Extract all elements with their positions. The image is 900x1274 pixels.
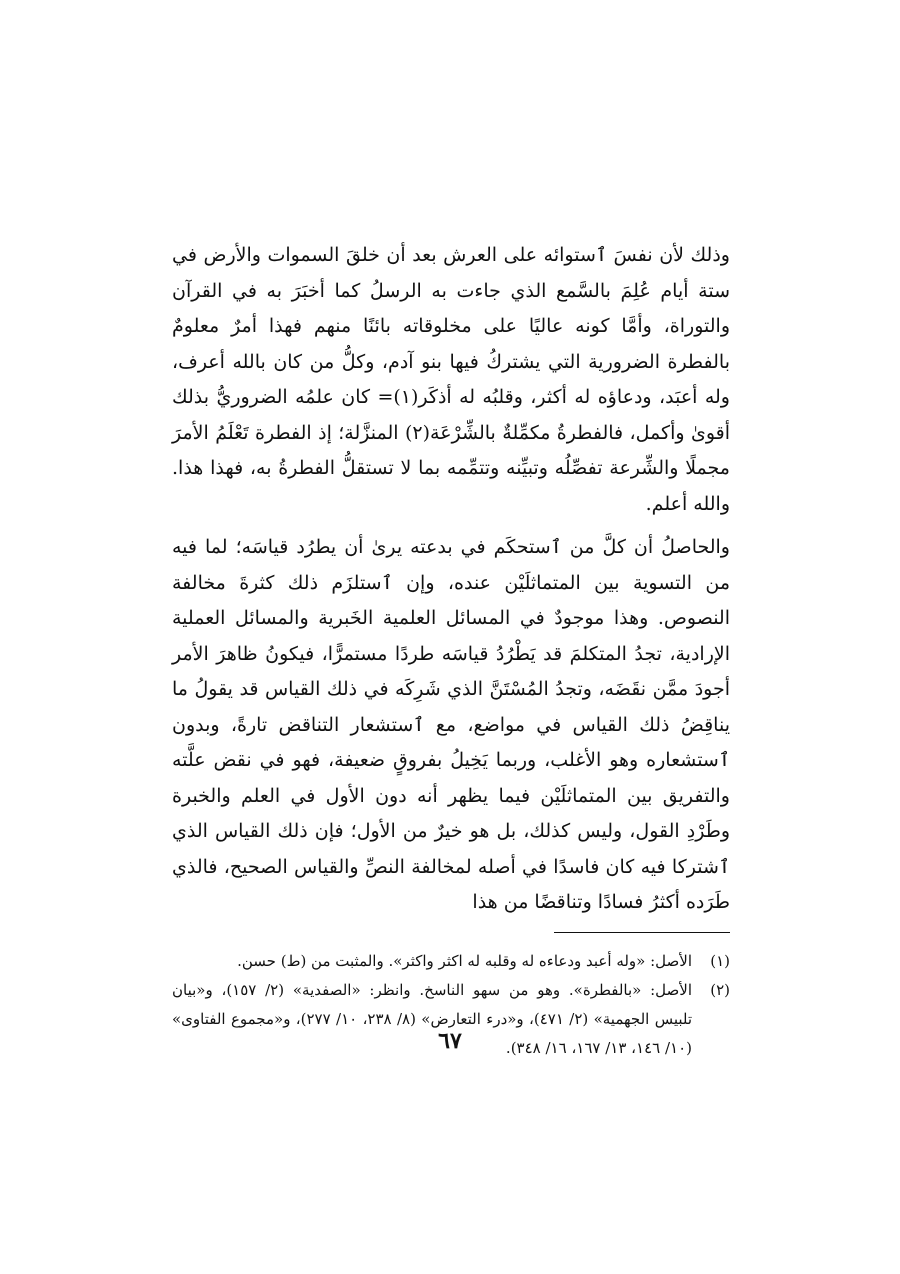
main-text [172, 238, 730, 921]
footnote-2-number: (٢) [710, 980, 730, 999]
footnote-separator [554, 932, 730, 933]
footnote-1-text: الأصل: «وله أعبد ودعاءه له وقلبه له اكثر واكثر». والمثبت من (ط) حسن. [237, 951, 692, 970]
paragraph-1: وذلك لأن نفسَ ٱستوائه على العرش بعد أن خلقَ السموات والأرض في ستة أيام عُلِمَ بالسَّمع الذي جاءت به الرسلُ كما أخبَرَ به في القرآن والتوراة، وأمَّا كونه عاليًا على مخلوقاته بائنًا منهم فهذا أمرٌ معلومٌ بالفطرة الضرورية التي يشتركُ فيها بنو آدم، وكلُّ من كان بالله أعرف، وله أعبَد، ودعاؤه له أكثر، وقلبُه له أذكَر(١)= كان علمُه الضروريُّ بذلك أقوىٰ وأكمل، فالفطرةُ مكمِّلةٌ بالشِّرْعَة(٢) المنزَّلة؛ إذ الفطرة تَعْلَمُ الأمرَ مجملًا والشِّرعة تفصِّلُه وتبيِّنه وتتمِّمه بما لا تستقلُّ الفطرةُ به، فهذا هذا. والله أعلم. [172, 244, 730, 515]
footnote-1-number: (١) [710, 951, 730, 970]
footnote-1 [172, 947, 730, 976]
paragraph-2: والحاصلُ أن كلَّ من ٱستحكَم في بدعته يرىٰ أن يطرُد قياسَه؛ لما فيه من التسوية بين المتماثلَيْن عنده، وإن ٱستلزَم ذلك كثرةَ مخالفة النصوص. وهذا موجودٌ في المسائل العلمية الخَبرية والمسائل العملية الإرادية، تجدُ المتكلمَ قد يَطْرُدُ قياسَه طردًا مستمرًّا، فيكونُ ظاهرَ الأمر أجودَ ممَّن نقَضَه، وتجدُ المُسْتَنَّ الذي شَرِكَه في ذلك القياس قد يقولُ ما يناقِضُ ذلك القياس في مواضع، مع ٱستشعار التناقض تارةً، وبدون ٱستشعاره وهو الأغلب، وربما يَخِيلُ بفروقٍ ضعيفة، فهو في نقض علَّته والتفريق بين المتماثلَيْن فيما يظهر أنه دون الأول في العلم والخبرة وطَرْدِ القول، وليس كذلك، بل هو خيرٌ من الأول؛ فإن ذلك القياس الذي ٱشتركا فيه كان فاسدًا في أصله لمخالفة النصِّ والقياس الصحيح، فالذي طَرَده أكثرُ فسادًا وتناقضًا من هذا [172, 536, 730, 913]
footnote-2-text: الأصل: «بالفطرة». وهو من سهو الناسخ. وانظر: «الصفدية» (٢/ ١٥٧)، و«بيان تلبيس الجهمية» (٢/ ٤٧١)، و«درء التعارض» (٨/ ٢٣٨، ١٠/ ٢٧٧)، و«مجموع الفتاوى» (١٠/ ١٤٦، ١٣/ ١٦٧، ١٦/ ٣٤٨). [172, 980, 693, 1057]
page-content [172, 238, 730, 1063]
page-number: ٦٧ [438, 1028, 462, 1054]
